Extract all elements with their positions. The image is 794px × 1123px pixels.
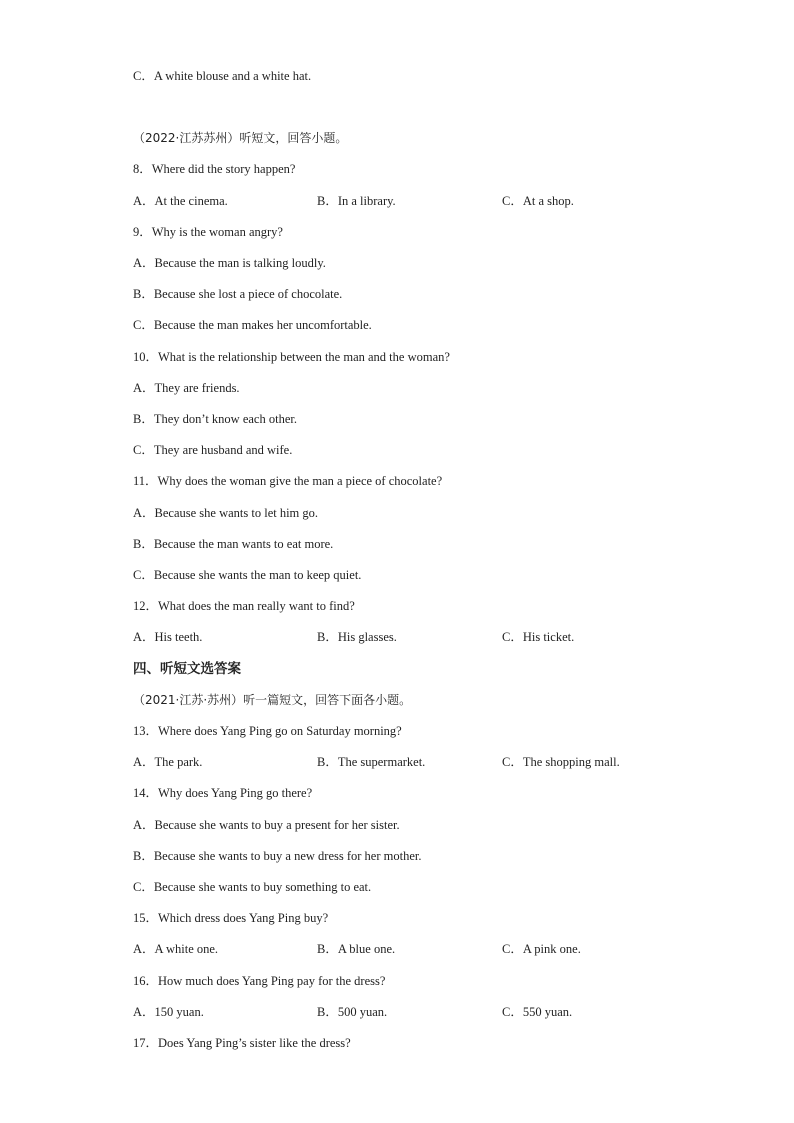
source-note-2022: （2022·江苏苏州）听短文，回答小题。	[133, 131, 348, 145]
question-11: 11．Why does the woman give the man a piece of chocolate?	[133, 474, 443, 488]
q13-option-a: A．The park.	[133, 755, 203, 769]
q12-option-c: C．His ticket.	[502, 630, 575, 644]
q8-option-b: B．In a library.	[317, 194, 396, 208]
question-9: 9．Why is the woman angry?	[133, 225, 283, 239]
q12-option-b: B．His glasses.	[317, 630, 397, 644]
q10-option-a: A．They are friends.	[133, 381, 240, 395]
q9-option-a: A．Because the man is talking loudly.	[133, 256, 326, 270]
q15-option-b: B．A blue one.	[317, 942, 396, 956]
q9-option-b: B．Because she lost a piece of chocolate.	[133, 287, 343, 301]
source-note-2021: （2021·江苏·苏州）听一篇短文，回答下面各小题。	[133, 693, 412, 707]
option-c-white-blouse: C．A white blouse and a white hat.	[133, 69, 312, 83]
question-12: 12．What does the man really want to find?	[133, 599, 355, 613]
q16-option-b: B．500 yuan.	[317, 1005, 388, 1019]
q8-option-a: A．At the cinema.	[133, 194, 228, 208]
question-13: 13．Where does Yang Ping go on Saturday morning?	[133, 724, 402, 738]
question-15: 15．Which dress does Yang Ping buy?	[133, 911, 329, 925]
q12-option-a: A．His teeth.	[133, 630, 203, 644]
q14-option-c: C．Because she wants to buy something to eat.	[133, 880, 372, 894]
q16-option-c: C．550 yuan.	[502, 1005, 573, 1019]
q10-option-c: C．They are husband and wife.	[133, 443, 293, 457]
section-heading-4: 四、听短文选答案	[133, 661, 241, 677]
q10-option-b: B．They don’t know each other.	[133, 412, 297, 426]
q16-option-a: A．150 yuan.	[133, 1005, 204, 1019]
q15-option-c: C．A pink one.	[502, 942, 581, 956]
q15-option-a: A．A white one.	[133, 942, 219, 956]
q13-option-b: B．The supermarket.	[317, 755, 426, 769]
q8-option-c: C．At a shop.	[502, 194, 574, 208]
q14-option-a: A．Because she wants to buy a present for her sister.	[133, 818, 400, 832]
question-16: 16．How much does Yang Ping pay for the dress?	[133, 974, 386, 988]
q11-option-b: B．Because the man wants to eat more.	[133, 537, 334, 551]
question-10: 10．What is the relationship between the man and the woman?	[133, 350, 450, 364]
q9-option-c: C．Because the man makes her uncomfortable.	[133, 318, 372, 332]
q14-option-b: B．Because she wants to buy a new dress for her mother.	[133, 849, 422, 863]
q13-option-c: C．The shopping mall.	[502, 755, 620, 769]
question-17: 17．Does Yang Ping’s sister like the dress?	[133, 1036, 351, 1050]
question-8: 8．Where did the story happen?	[133, 162, 296, 176]
q11-option-c: C．Because she wants the man to keep quiet.	[133, 568, 362, 582]
question-14: 14．Why does Yang Ping go there?	[133, 786, 313, 800]
q11-option-a: A．Because she wants to let him go.	[133, 506, 319, 520]
